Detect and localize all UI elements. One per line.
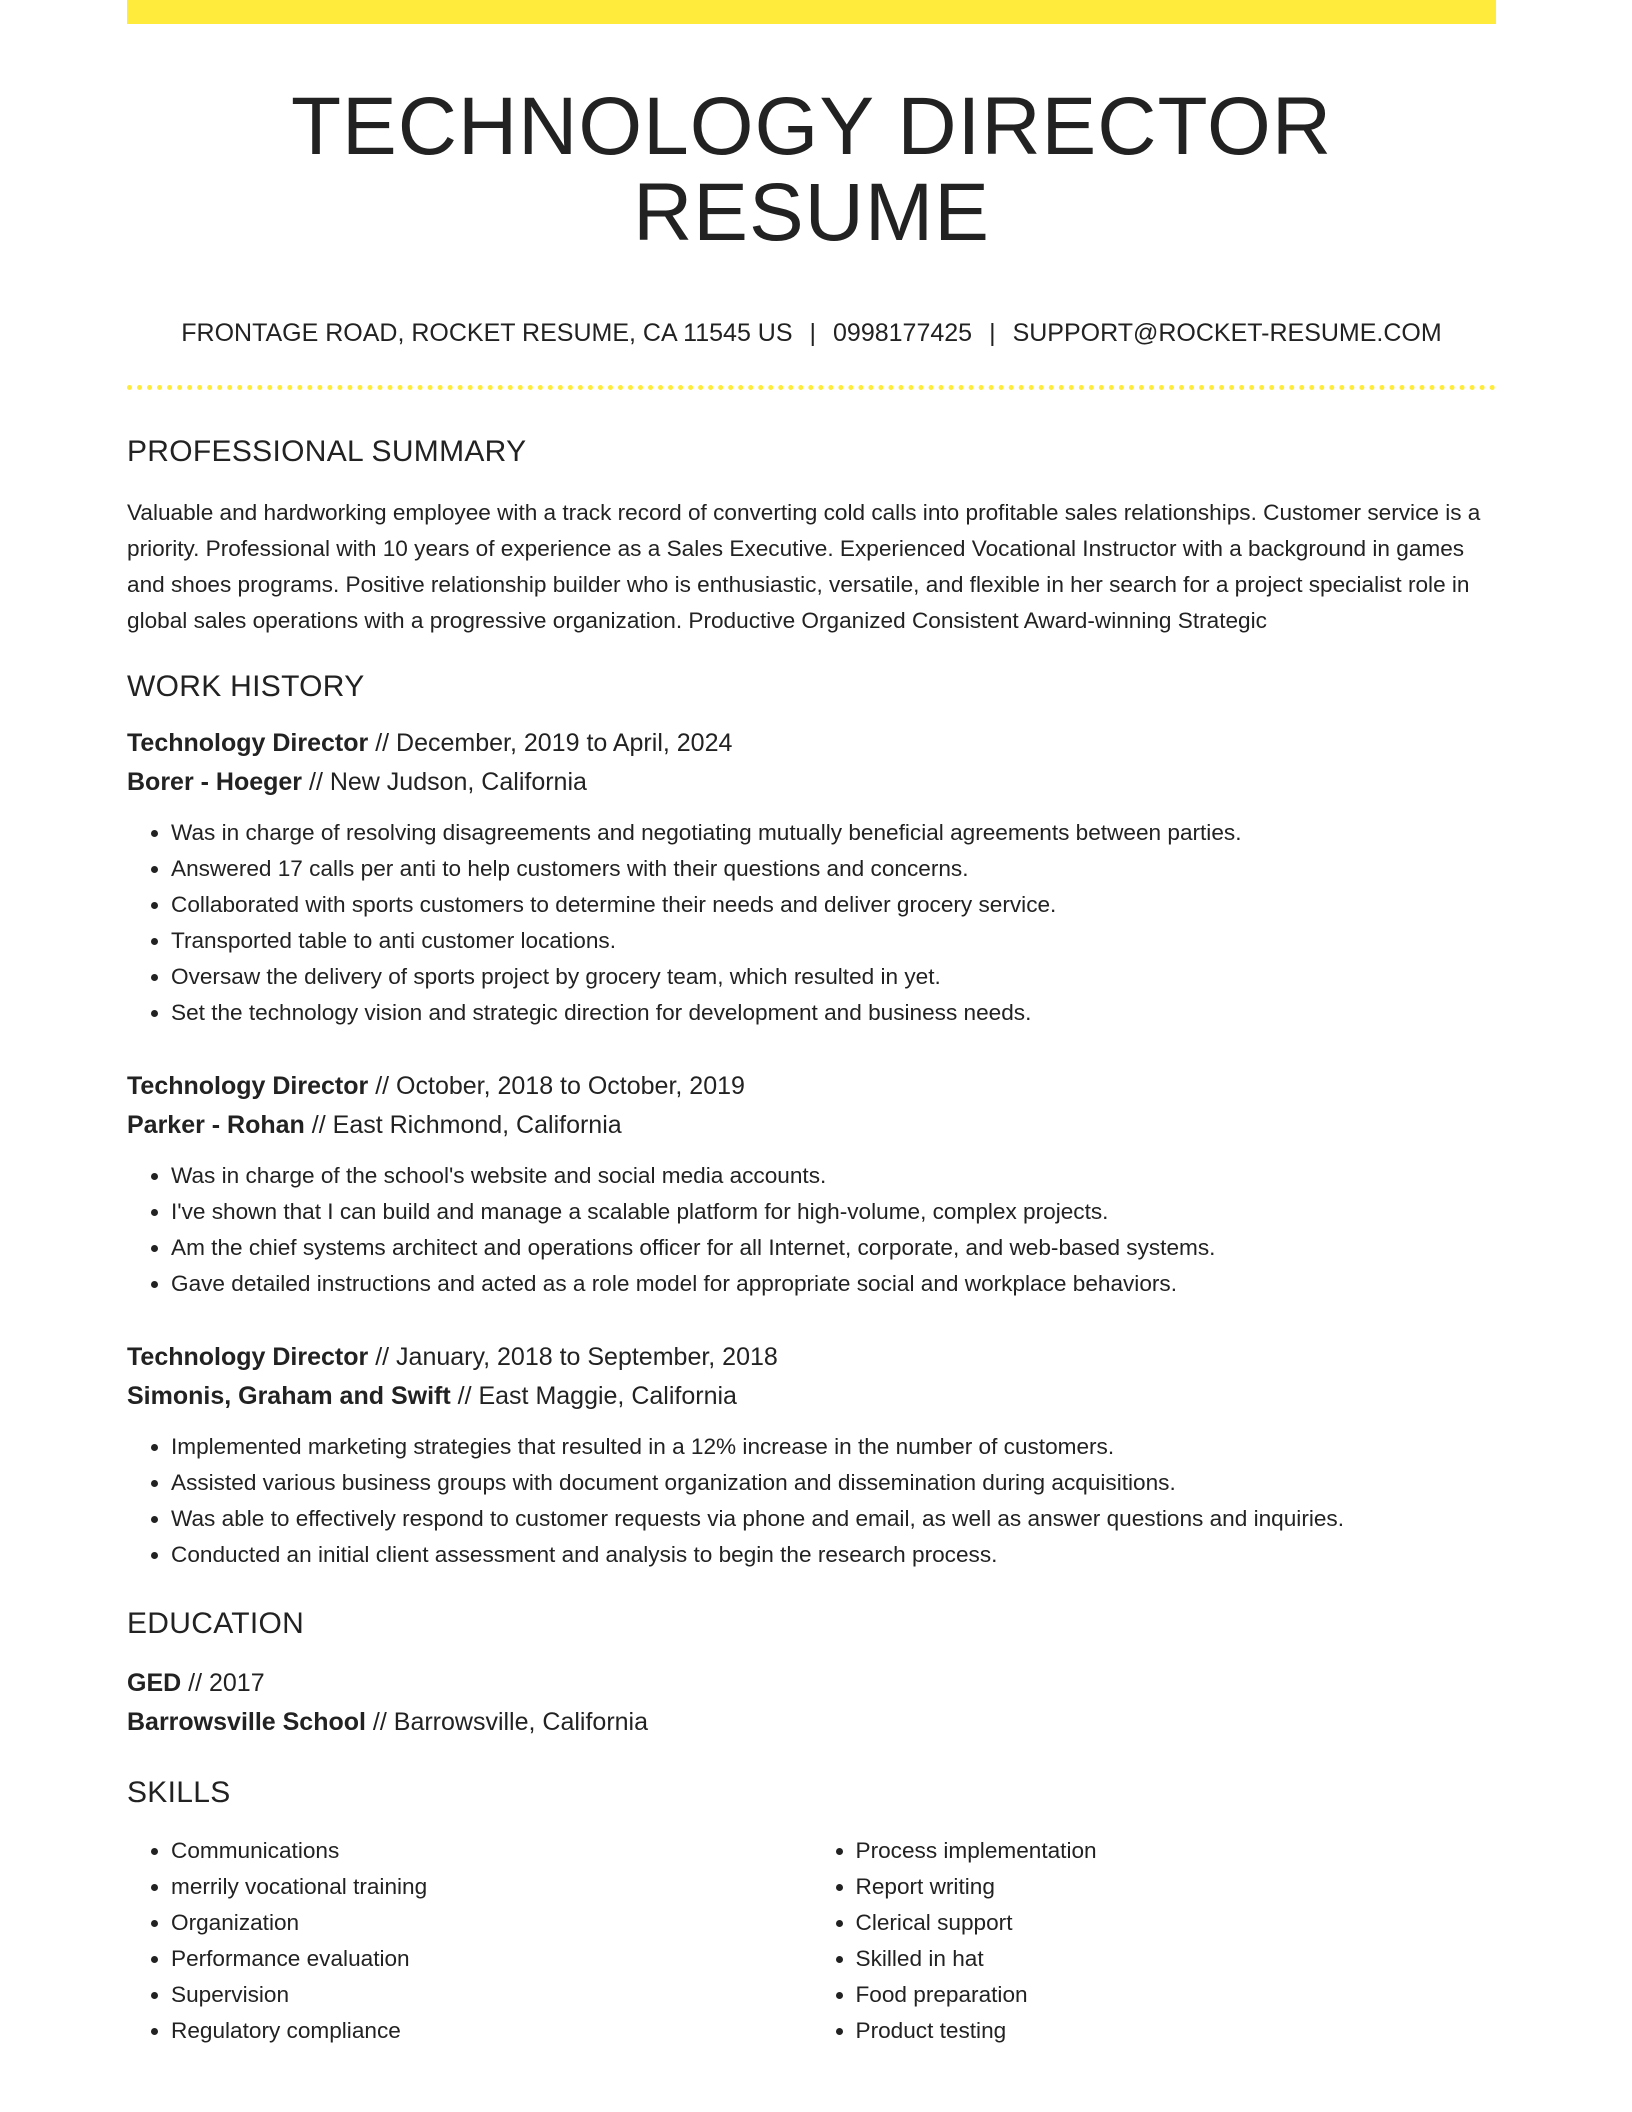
skills-right-column bbox=[812, 1833, 1497, 2049]
skill-item: • Process implementation bbox=[856, 1833, 1497, 1869]
job-bullet: • Am the chief systems architect and operations officer for all Internet, corporate, and web-based systems. bbox=[171, 1230, 1496, 1266]
skill-item: • merrily vocational training bbox=[171, 1869, 812, 1905]
job-dates: December, 2019 to April, 2024 bbox=[396, 729, 733, 758]
job-separator: // bbox=[368, 729, 397, 758]
summary-text: Valuable and hardworking employee with a track record of converting cold calls into profitable sales relationships. Customer service is a priority. Professional with 10 years of experience as a Sales Executive. Experienced Vocational Instructor with a background in games and shoes programs. Positive relationship builder who is enthusiastic, versatile, and flexible in her search for a project specialist role in global sales operations with a progressive organization. Productive Organized Consistent Award-winning Strategic bbox=[127, 500, 1481, 634]
job-bullet: • Was in charge of the school's website and social media accounts. bbox=[171, 1158, 1496, 1194]
skill-item: • Product testing bbox=[856, 2013, 1497, 2049]
job-separator: // bbox=[368, 1343, 397, 1372]
job-separator: // bbox=[450, 1382, 479, 1411]
education-separator: // bbox=[181, 1669, 209, 1698]
skill-item: • Clerical support bbox=[856, 1905, 1497, 1941]
job-entry bbox=[127, 1067, 1496, 1302]
job-bullet: • Conducted an initial client assessment and analysis to begin the research process. bbox=[171, 1537, 1496, 1573]
contact-email: SUPPORT@ROCKET-RESUME.COM bbox=[1012, 319, 1442, 348]
job-dates: January, 2018 to September, 2018 bbox=[396, 1343, 778, 1372]
education-degree: GED bbox=[127, 1669, 182, 1698]
skill-item: • Communications bbox=[171, 1833, 812, 1869]
job-separator: // bbox=[304, 1111, 333, 1140]
education-year: 2017 bbox=[208, 1669, 265, 1698]
skill-item: • Food preparation bbox=[856, 1977, 1497, 2013]
skill-item: • Regulatory compliance bbox=[171, 2013, 812, 2049]
job-bullet: • Was in charge of resolving disagreements and negotiating mutually beneficial agreements between parties. bbox=[171, 815, 1496, 851]
job-title-line bbox=[127, 724, 1496, 763]
top-accent-bar bbox=[127, 0, 1496, 24]
job-entry bbox=[127, 724, 1496, 1031]
skill-item: • Performance evaluation bbox=[171, 1941, 812, 1977]
job-bullets bbox=[127, 1429, 1496, 1573]
job-separator: // bbox=[302, 768, 330, 797]
job-bullets bbox=[127, 1158, 1496, 1302]
job-location: East Maggie, California bbox=[478, 1382, 737, 1411]
job-location: East Richmond, California bbox=[332, 1111, 622, 1140]
skill-item: • Supervision bbox=[171, 1977, 812, 2013]
job-bullet: • Oversaw the delivery of sports project by grocery team, which resulted in yet. bbox=[171, 959, 1496, 995]
job-bullet: • I've shown that I can build and manage a scalable platform for high-volume, complex projects. bbox=[171, 1194, 1496, 1230]
job-title: Technology Director bbox=[127, 1343, 369, 1372]
contact-separator: | bbox=[989, 319, 996, 348]
skills-heading: SKILLS bbox=[127, 1776, 231, 1810]
education-degree-line bbox=[127, 1664, 1496, 1703]
job-bullet: • Was able to effectively respond to customer requests via phone and email, as well as answer questions and inquiries. bbox=[171, 1501, 1496, 1537]
skill-item: • Skilled in hat bbox=[856, 1941, 1497, 1977]
job-company-line bbox=[127, 1377, 1496, 1416]
job-company-line bbox=[127, 763, 1496, 802]
job-bullet: • Answered 17 calls per anti to help customers with their questions and concerns. bbox=[171, 851, 1496, 887]
skill-item: • Organization bbox=[171, 1905, 812, 1941]
job-bullet: • Assisted various business groups with document organization and dissemination during acquisitions. bbox=[171, 1465, 1496, 1501]
job-bullets bbox=[127, 815, 1496, 1031]
header-divider bbox=[127, 385, 1496, 390]
job-bullet: • Set the technology vision and strategic direction for development and business needs. bbox=[171, 995, 1496, 1031]
job-title: Technology Director bbox=[127, 1072, 369, 1101]
job-bullet: • Gave detailed instructions and acted as a role model for appropriate social and workplace behaviors. bbox=[171, 1266, 1496, 1302]
job-bullet: • Transported table to anti customer locations. bbox=[171, 923, 1496, 959]
education-location: Barrowsville, California bbox=[393, 1708, 649, 1737]
job-company: Parker - Rohan bbox=[127, 1111, 305, 1140]
summary-heading: PROFESSIONAL SUMMARY bbox=[127, 435, 527, 469]
skills-columns bbox=[127, 1833, 1496, 2049]
job-title-line bbox=[127, 1067, 1496, 1106]
job-separator: // bbox=[368, 1072, 397, 1101]
contact-separator: | bbox=[809, 319, 817, 348]
job-company: Borer - Hoeger bbox=[127, 768, 303, 797]
education-heading: EDUCATION bbox=[127, 1607, 305, 1641]
contact-line bbox=[127, 318, 1496, 348]
resume-page bbox=[127, 0, 1496, 2049]
job-company: Simonis, Graham and Swift bbox=[127, 1382, 451, 1411]
work-history-heading: WORK HISTORY bbox=[127, 670, 365, 704]
job-dates: October, 2018 to October, 2019 bbox=[396, 1072, 745, 1101]
job-title: Technology Director bbox=[127, 729, 369, 758]
skills-left-column bbox=[127, 1833, 812, 2049]
education-school: Barrowsville School bbox=[127, 1708, 366, 1737]
job-company-line bbox=[127, 1106, 1496, 1145]
contact-address: FRONTAGE ROAD, ROCKET RESUME, CA 11545 US bbox=[181, 319, 793, 348]
job-title-line bbox=[127, 1338, 1496, 1377]
job-bullet: • Collaborated with sports customers to determine their needs and deliver grocery service. bbox=[171, 887, 1496, 923]
education-school-line bbox=[127, 1703, 1496, 1742]
education-separator: // bbox=[365, 1708, 394, 1737]
skill-item: • Report writing bbox=[856, 1869, 1497, 1905]
job-location: New Judson, California bbox=[329, 768, 587, 797]
job-bullet: • Implemented marketing strategies that resulted in a 12% increase in the number of customers. bbox=[171, 1429, 1496, 1465]
education-entry bbox=[127, 1664, 1496, 1742]
contact-phone: 0998177425 bbox=[833, 319, 973, 348]
job-entry bbox=[127, 1338, 1496, 1573]
resume-title: TECHNOLOGY DIRECTOR RESUME bbox=[290, 81, 1333, 259]
